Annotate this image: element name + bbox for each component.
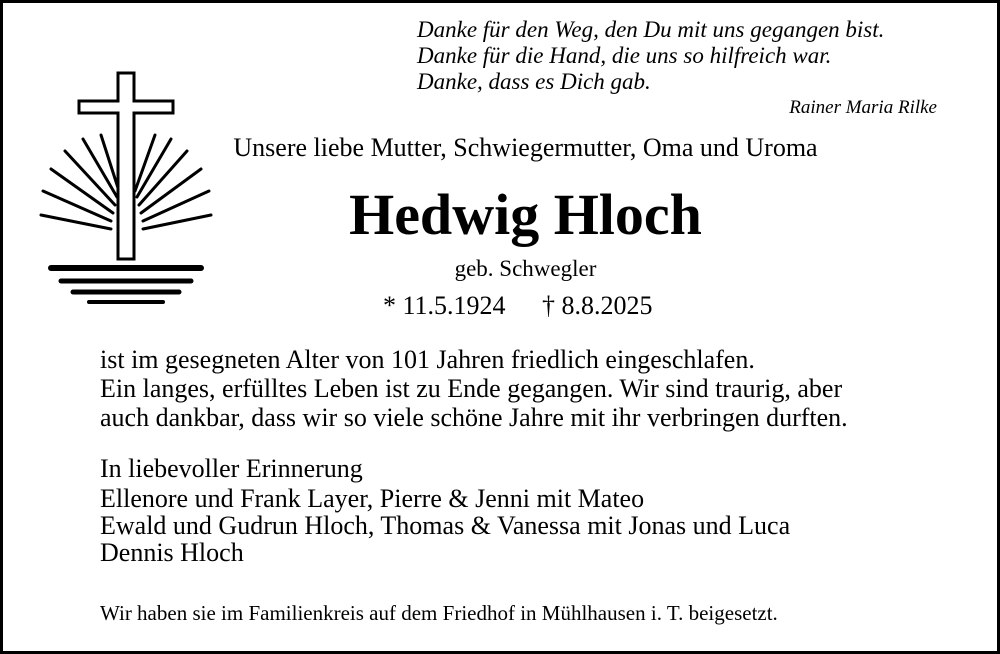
maiden-name: geb. Schwegler bbox=[454, 256, 597, 281]
family-list bbox=[100, 455, 960, 566]
message-line: ist im gesegneten Alter von 101 Jahren friedlich eingeschlafen. bbox=[100, 345, 755, 374]
family-heading: In liebevoller Erinnerung bbox=[100, 454, 363, 483]
quote-line: Danke für die Hand, die uns so hilfreich war. bbox=[417, 43, 832, 68]
burial-note: Wir haben sie im Familienkreis auf dem Friedhof in Mühlhausen i. T. beigesetzt. bbox=[100, 601, 778, 625]
deceased-name: Hedwig Hloch bbox=[349, 182, 702, 247]
quote bbox=[417, 17, 977, 118]
death-date: † 8.8.2025 bbox=[542, 291, 653, 320]
birth-date: * 11.5.1924 bbox=[383, 291, 506, 320]
quote-line: Danke für den Weg, den Du mit uns gegangen bist. bbox=[417, 17, 885, 42]
quote-author: Rainer Maria Rilke bbox=[789, 97, 937, 118]
life-dates bbox=[383, 291, 683, 321]
message-line: Ein langes, erfülltes Leben ist zu Ende gegangen. Wir sind traurig, aber bbox=[100, 374, 843, 403]
message-line: auch dankbar, dass wir so viele schöne Jahre mit ihr verbringen durften. bbox=[100, 403, 848, 432]
quote-line: Danke, dass es Dich gab. bbox=[417, 69, 651, 94]
family-member: Dennis Hloch bbox=[100, 538, 244, 567]
intro-line: Unsere liebe Mutter, Schwiegermutter, Oma und Uroma bbox=[233, 133, 818, 162]
message bbox=[100, 345, 960, 432]
family-member: Ewald und Gudrun Hloch, Thomas & Vanessa mit Jonas und Luca bbox=[100, 511, 791, 540]
family-member: Ellenore und Frank Layer, Pierre & Jenni mit Mateo bbox=[100, 484, 645, 513]
